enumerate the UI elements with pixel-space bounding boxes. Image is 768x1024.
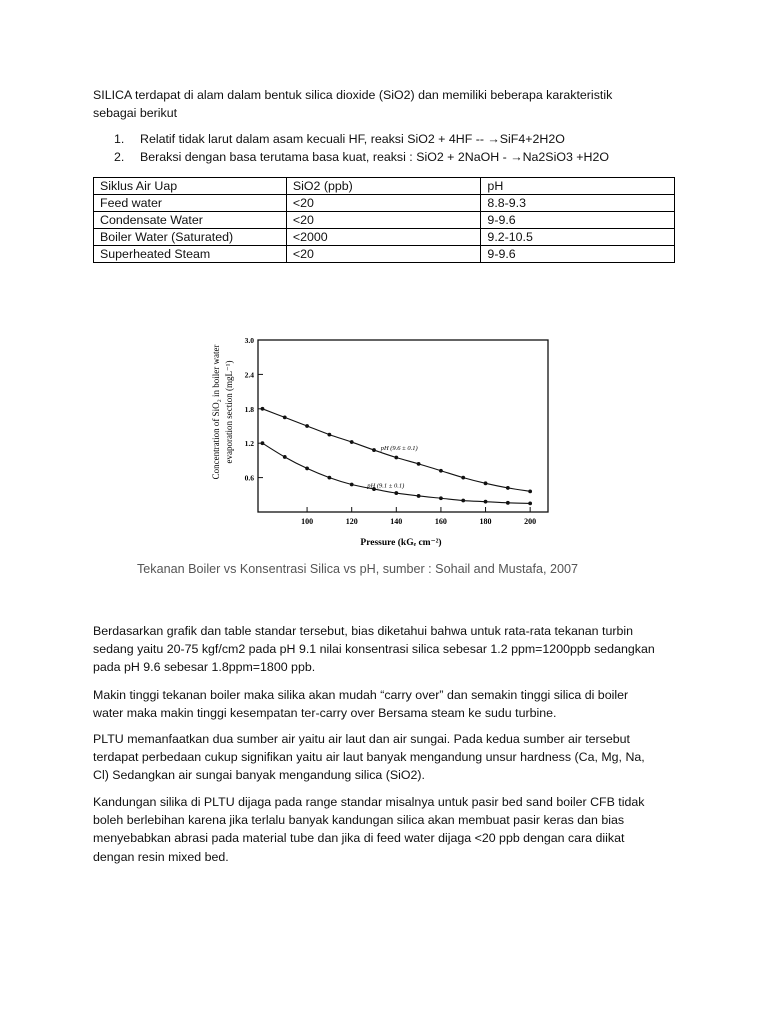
data-point [461,499,465,503]
paragraph-2 [93,686,693,722]
paragraph-line: boleh berlebihan karena jika terlalu banyak kandungan silica akan membuat pasir keras dan bias [93,813,625,828]
paragraph-line: Makin tinggi tekanan boiler maka silika akan mudah “carry over” dan semakin tinggi silica di boiler [93,688,629,702]
paragraph-line: water maka makin tinggi kesempatan ter-carry over Bersama steam ke sudu turbine. [93,706,557,721]
figure-caption: Tekanan Boiler vs Konsentrasi Silica vs pH, sumber : Sohail and Mustafa, 2007 [137,562,579,576]
data-point [327,476,331,480]
paragraph-line: pada pH 9.6 sebesar 1.8ppm=1800 ppb. [93,660,316,675]
data-point [305,424,309,428]
paragraph-line: sedang yaitu 20-75 kgf/cm2 pada pH 9.1 nilai konsentrasi silica sebesar 1.2 ppm=1200ppb sedangkan [93,642,655,657]
silica-pressure-chart [195,318,563,550]
series-label: pH (9.6 ± 0.1) [380,445,418,453]
data-point [528,502,532,506]
data-point [506,501,510,505]
table-cell: <20 [286,195,481,212]
list-item [93,130,693,148]
list-item-text: Beraksi dengan basa terutama basa kuat, reaksi : SiO2 + 2NaOH - →Na2SiO3 +H2O [140,150,610,164]
table-cell: 8.8-9.3 [481,195,675,212]
characteristics-list [93,130,693,166]
paragraph-1 [93,622,693,677]
paragraph-line: Berdasarkan grafik dan table standar tersebut, bias diketahui bahwa untuk rata-rata tekanan turbin [93,624,634,638]
paragraph-line: Cl) Sedangkan air sungai banyak mengandung silica (SiO2). [93,768,425,783]
data-point [417,494,421,498]
table-header-cell: Siklus Air Uap [94,178,287,195]
table-row [94,246,675,263]
data-point [439,469,443,473]
data-point [261,441,265,445]
table-row [94,212,675,229]
x-tick-label: 120 [345,517,358,526]
table-cell: Feed water [94,195,287,212]
table-header-row [94,178,675,195]
table-cell: <20 [286,212,481,229]
table-cell: Condensate Water [94,212,287,229]
list-number: 1. [114,132,125,146]
y-tick-label: 1.8 [244,404,254,414]
paragraph-4 [93,793,693,866]
x-tick-label: 200 [524,517,537,526]
data-point [506,486,510,490]
x-tick-label: 140 [390,517,403,526]
paragraph-line: dengan resin mixed bed. [93,849,229,864]
list-item [93,148,693,166]
data-point [484,500,488,504]
y-tick-label: 1.2 [244,439,254,449]
data-point [417,462,421,466]
data-point [394,491,398,495]
table-row [94,195,675,212]
data-point [283,455,287,459]
chart-svg [195,318,563,550]
data-point [528,489,532,493]
data-point [484,481,488,485]
data-point [327,433,331,437]
table-cell: Superheated Steam [94,246,287,263]
table-header-cell: pH [481,178,675,195]
y-tick-label: 0.6 [244,473,254,483]
y-axis-label: evaporation section (mgL⁻¹) [224,360,234,464]
data-point [394,456,398,460]
data-point [283,416,287,420]
x-tick-label: 160 [434,517,447,526]
paragraph-line: terdapat perbedaan cukup signifikan yaitu air laut banyak mengandung unsur hardness (Ca, Mg, Na, [93,750,645,765]
data-point [261,407,265,411]
x-tick-label: 180 [479,517,492,526]
table-cell: <20 [286,246,481,263]
table-cell: <2000 [286,229,481,246]
intro-paragraph [93,86,693,122]
series-label: pH (9.1 ± 0.1) [367,482,405,490]
paragraph-line: Kandungan silika di PLTU dijaga pada range standar misalnya untuk pasir bed sand boiler CFB tidak [93,795,645,809]
intro-line-2: sebagai berikut [93,106,178,121]
data-point [372,448,376,452]
paragraph-line: PLTU memanfaatkan dua sumber air yaitu air laut dan air sungai. Pada kedua sumber air tersebut [93,732,630,746]
intro-line-1: SILICA terdapat di alam dalam bentuk silica dioxide (SiO2) dan memiliki beberapa karakteristik [93,88,613,102]
table-header-cell: SiO2 (ppb) [286,178,481,195]
plot-area [245,336,548,526]
paragraph-line: menyebabkan abrasi pada material tube dan jika di feed water dijaga <20 ppb dengan cara diikat [93,831,625,846]
x-axis-label: Pressure (kGₑ cm⁻²) [360,538,442,548]
data-point [439,496,443,500]
data-point [305,467,309,471]
table-row [94,229,675,246]
list-number: 2. [114,150,125,164]
table-cell: 9-9.6 [481,212,675,229]
y-tick-label: 3.0 [244,336,254,345]
table-cell: 9.2-10.5 [481,229,675,246]
data-point [350,440,354,444]
paragraph-3 [93,730,693,785]
data-point [461,476,465,480]
y-tick-label: 2.4 [244,370,254,380]
table-cell: Boiler Water (Saturated) [94,229,287,246]
x-tick-label: 100 [301,517,314,526]
list-item-text: Relatif tidak larut dalam asam kecuali HF, reaksi SiO2 + 4HF -- →SiF4+2H2O [140,132,565,146]
standard-table [93,177,675,263]
data-point [350,483,354,487]
y-axis-label: Concentration of SiO₂ in boiler water [211,344,221,480]
table-cell: 9-9.6 [481,246,675,263]
